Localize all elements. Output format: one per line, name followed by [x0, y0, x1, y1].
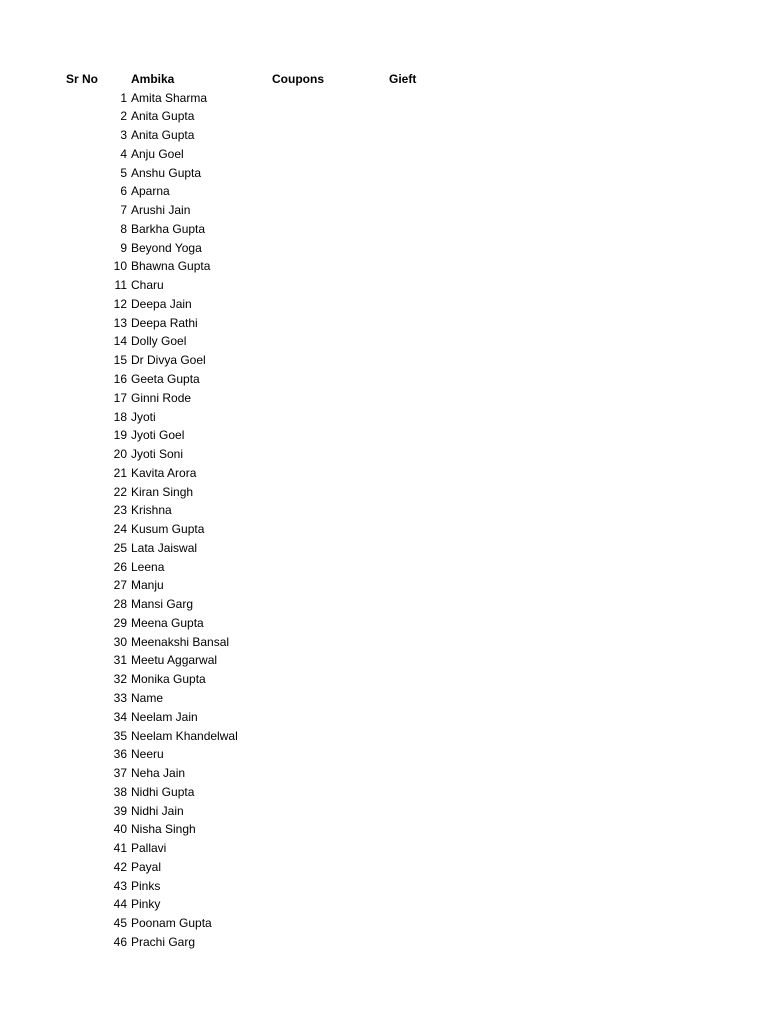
row-number: 44 — [113, 897, 127, 912]
row-name: Anshu Gupta — [131, 165, 202, 180]
list-item — [0, 501, 768, 520]
list-item — [0, 914, 768, 933]
row-number: 42 — [113, 859, 127, 874]
row-number: 38 — [113, 784, 127, 799]
row-number: 36 — [113, 747, 127, 762]
row-number: 43 — [113, 878, 127, 893]
row-name: Ginni Rode — [131, 390, 192, 405]
row-name: Mansi Garg — [131, 597, 194, 612]
row-number: 9 — [120, 240, 127, 255]
row-number: 34 — [113, 709, 127, 724]
list-item — [0, 220, 768, 239]
row-number: 40 — [113, 822, 127, 837]
row-name: Kiran Singh — [131, 484, 194, 499]
row-number: 17 — [113, 390, 127, 405]
list-item — [0, 576, 768, 595]
list-item — [0, 351, 768, 370]
header-sr-no: Sr No — [66, 72, 99, 86]
row-number: 37 — [113, 766, 127, 781]
row-number: 19 — [113, 428, 127, 443]
row-number: 6 — [120, 184, 127, 199]
list-item — [0, 107, 768, 126]
row-name: Neelam Khandelwal — [131, 728, 238, 743]
row-name: Pallavi — [131, 841, 167, 856]
list-item — [0, 445, 768, 464]
row-number: 26 — [113, 559, 127, 574]
row-number: 14 — [113, 334, 127, 349]
row-name: Neha Jain — [131, 766, 186, 781]
row-name: Neeru — [131, 747, 164, 762]
row-number: 32 — [113, 672, 127, 687]
row-name: Nidhi Gupta — [131, 784, 195, 799]
list-item — [0, 126, 768, 145]
list-item — [0, 745, 768, 764]
row-name: Pinky — [131, 897, 161, 912]
row-number: 5 — [120, 165, 127, 180]
row-name: Krishna — [131, 503, 172, 518]
row-name: Deepa Rathi — [131, 315, 198, 330]
row-number: 21 — [113, 465, 127, 480]
row-number: 30 — [113, 634, 127, 649]
row-name: Payal — [131, 859, 162, 874]
row-number: 31 — [113, 653, 127, 668]
list-item — [0, 670, 768, 689]
row-number: 20 — [113, 447, 127, 462]
row-number: 1 — [120, 90, 127, 105]
list-item — [0, 520, 768, 539]
row-name: Dolly Goel — [131, 334, 187, 349]
list-item — [0, 276, 768, 295]
row-name: Name — [131, 691, 164, 705]
row-number: 33 — [113, 691, 127, 705]
row-number: 8 — [120, 221, 127, 236]
list-item — [0, 858, 768, 877]
row-name: Arushi Jain — [131, 203, 191, 218]
list-item — [0, 933, 768, 952]
row-number: 12 — [113, 296, 127, 311]
row-number: 27 — [113, 578, 127, 593]
list-item — [0, 295, 768, 314]
list-item — [0, 464, 768, 483]
row-name: Kavita Arora — [131, 465, 197, 480]
list-item — [0, 689, 768, 708]
row-name: Bhawna Gupta — [131, 259, 211, 274]
list-item — [0, 370, 768, 389]
header-coupons: Coupons — [272, 72, 324, 86]
row-number: 28 — [113, 597, 127, 612]
row-number: 25 — [113, 540, 127, 555]
list-item — [0, 595, 768, 614]
row-number: 39 — [113, 803, 127, 818]
row-name: Amita Sharma — [131, 90, 208, 105]
row-name: Charu — [131, 278, 164, 293]
list-item — [0, 839, 768, 858]
list-item — [0, 408, 768, 427]
row-name: Anju Goel — [131, 146, 184, 161]
row-name: Prachi Garg — [131, 934, 196, 949]
row-name: Poonam Gupta — [131, 916, 212, 931]
list-item — [0, 201, 768, 220]
row-name: Manju — [131, 578, 164, 593]
list-item — [0, 651, 768, 670]
list-item — [0, 89, 768, 108]
row-name: Monika Gupta — [131, 672, 206, 687]
list-item — [0, 257, 768, 276]
row-number: 13 — [113, 315, 127, 330]
list-item — [0, 783, 768, 802]
list-item — [0, 145, 768, 164]
list-item — [0, 895, 768, 914]
header-row — [0, 70, 768, 88]
row-number: 45 — [113, 916, 127, 931]
list-item — [0, 182, 768, 201]
row-number: 15 — [113, 353, 127, 368]
row-number: 16 — [113, 371, 127, 386]
list-item — [0, 877, 768, 896]
row-name: Barkha Gupta — [131, 221, 206, 236]
list-item — [0, 539, 768, 558]
row-name: Nisha Singh — [131, 822, 196, 837]
row-name: Jyoti Goel — [131, 428, 185, 443]
list-item — [0, 389, 768, 408]
list-item — [0, 314, 768, 333]
list-item — [0, 764, 768, 783]
row-number: 11 — [114, 278, 127, 293]
row-name: Deepa Jain — [131, 296, 192, 311]
row-number: 10 — [113, 259, 127, 274]
name-list — [0, 89, 768, 952]
list-item — [0, 727, 768, 746]
row-name: Anita Gupta — [131, 128, 195, 143]
row-name: Lata Jaiswal — [131, 540, 198, 555]
list-item — [0, 558, 768, 577]
row-number: 35 — [113, 728, 127, 743]
row-number: 29 — [113, 615, 127, 630]
header-gift: Gieft — [389, 72, 417, 86]
row-name: Jyoti — [131, 409, 156, 424]
row-name: Aparna — [131, 184, 170, 199]
row-number: 23 — [113, 503, 127, 518]
list-item — [0, 239, 768, 258]
row-name: Anita Gupta — [131, 109, 195, 124]
row-number: 4 — [120, 146, 127, 161]
list-item — [0, 802, 768, 821]
row-number: 22 — [113, 484, 127, 499]
row-name: Kusum Gupta — [131, 522, 205, 537]
row-name: Nidhi Jain — [131, 803, 184, 818]
row-name: Meetu Aggarwal — [131, 653, 218, 668]
header-name: Ambika — [131, 72, 175, 86]
row-name: Leena — [131, 559, 165, 574]
row-name: Meenakshi Bansal — [131, 634, 230, 649]
row-name: Meena Gupta — [131, 615, 204, 630]
row-number: 7 — [120, 203, 127, 218]
row-name: Pinks — [131, 878, 161, 893]
list-item — [0, 426, 768, 445]
list-item — [0, 708, 768, 727]
list-item — [0, 614, 768, 633]
list-item — [0, 164, 768, 183]
row-number: 18 — [113, 409, 127, 424]
list-item — [0, 820, 768, 839]
row-number: 3 — [120, 128, 127, 143]
row-name: Jyoti Soni — [131, 447, 184, 462]
list-item — [0, 483, 768, 502]
row-number: 2 — [120, 109, 127, 124]
list-item — [0, 332, 768, 351]
row-name: Dr Divya Goel — [131, 353, 206, 368]
row-name: Neelam Jain — [131, 709, 198, 724]
list-item — [0, 633, 768, 652]
row-name: Geeta Gupta — [131, 371, 200, 386]
row-number: 41 — [113, 841, 127, 856]
row-number: 24 — [113, 522, 127, 537]
row-name: Beyond Yoga — [131, 240, 202, 255]
row-number: 46 — [113, 934, 127, 949]
